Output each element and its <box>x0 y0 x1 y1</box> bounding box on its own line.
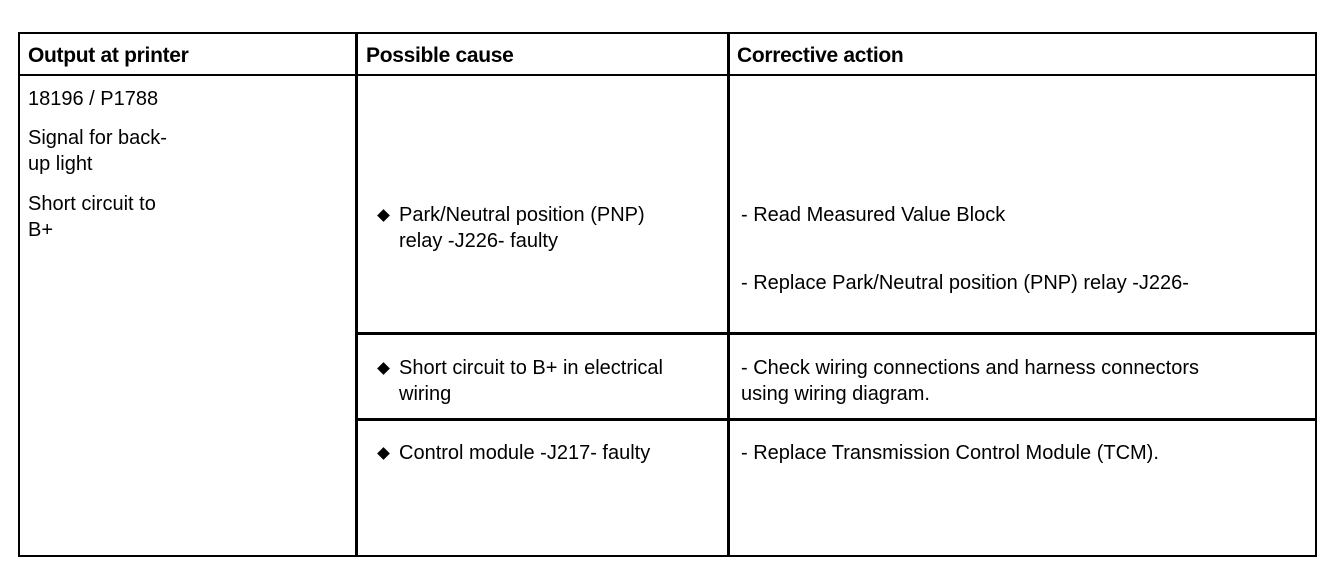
header-divider <box>20 74 1315 76</box>
action-3-line1: - Replace Transmission Control Module (TCM). <box>741 442 1159 464</box>
action-2-line2: using wiring diagram. <box>741 383 930 405</box>
row-divider <box>357 332 1315 335</box>
fault-text-line1: Short circuit to <box>28 193 156 215</box>
bullet-icon <box>377 209 390 222</box>
row-divider <box>357 418 1315 421</box>
fault-text-line2: B+ <box>28 219 54 241</box>
cause-2-line2: wiring <box>399 383 452 405</box>
cause-2-line1: Short circuit to B+ in electrical <box>399 357 663 379</box>
bullet-icon <box>377 362 390 375</box>
header-cause: Possible cause <box>366 44 514 67</box>
column-divider <box>355 34 358 555</box>
cause-1-line1: Park/Neutral position (PNP) <box>399 204 645 226</box>
cause-1-line2: relay -J226- faulty <box>399 230 558 252</box>
header-output: Output at printer <box>28 44 189 67</box>
signal-text-line1: Signal for back- <box>28 127 167 149</box>
column-divider <box>727 34 730 555</box>
action-2-line1: - Check wiring connections and harness connectors <box>741 357 1200 379</box>
action-1-line1: - Read Measured Value Block <box>741 204 1006 226</box>
fault-code: 18196 / P1788 <box>28 88 159 110</box>
bullet-icon <box>377 447 390 460</box>
signal-text-line2: up light <box>28 153 93 175</box>
diagnostic-table <box>18 32 1317 557</box>
cause-3-line1: Control module -J217- faulty <box>399 442 651 464</box>
header-action: Corrective action <box>737 44 904 67</box>
action-1-line2: - Replace Park/Neutral position (PNP) relay -J226- <box>741 272 1189 294</box>
